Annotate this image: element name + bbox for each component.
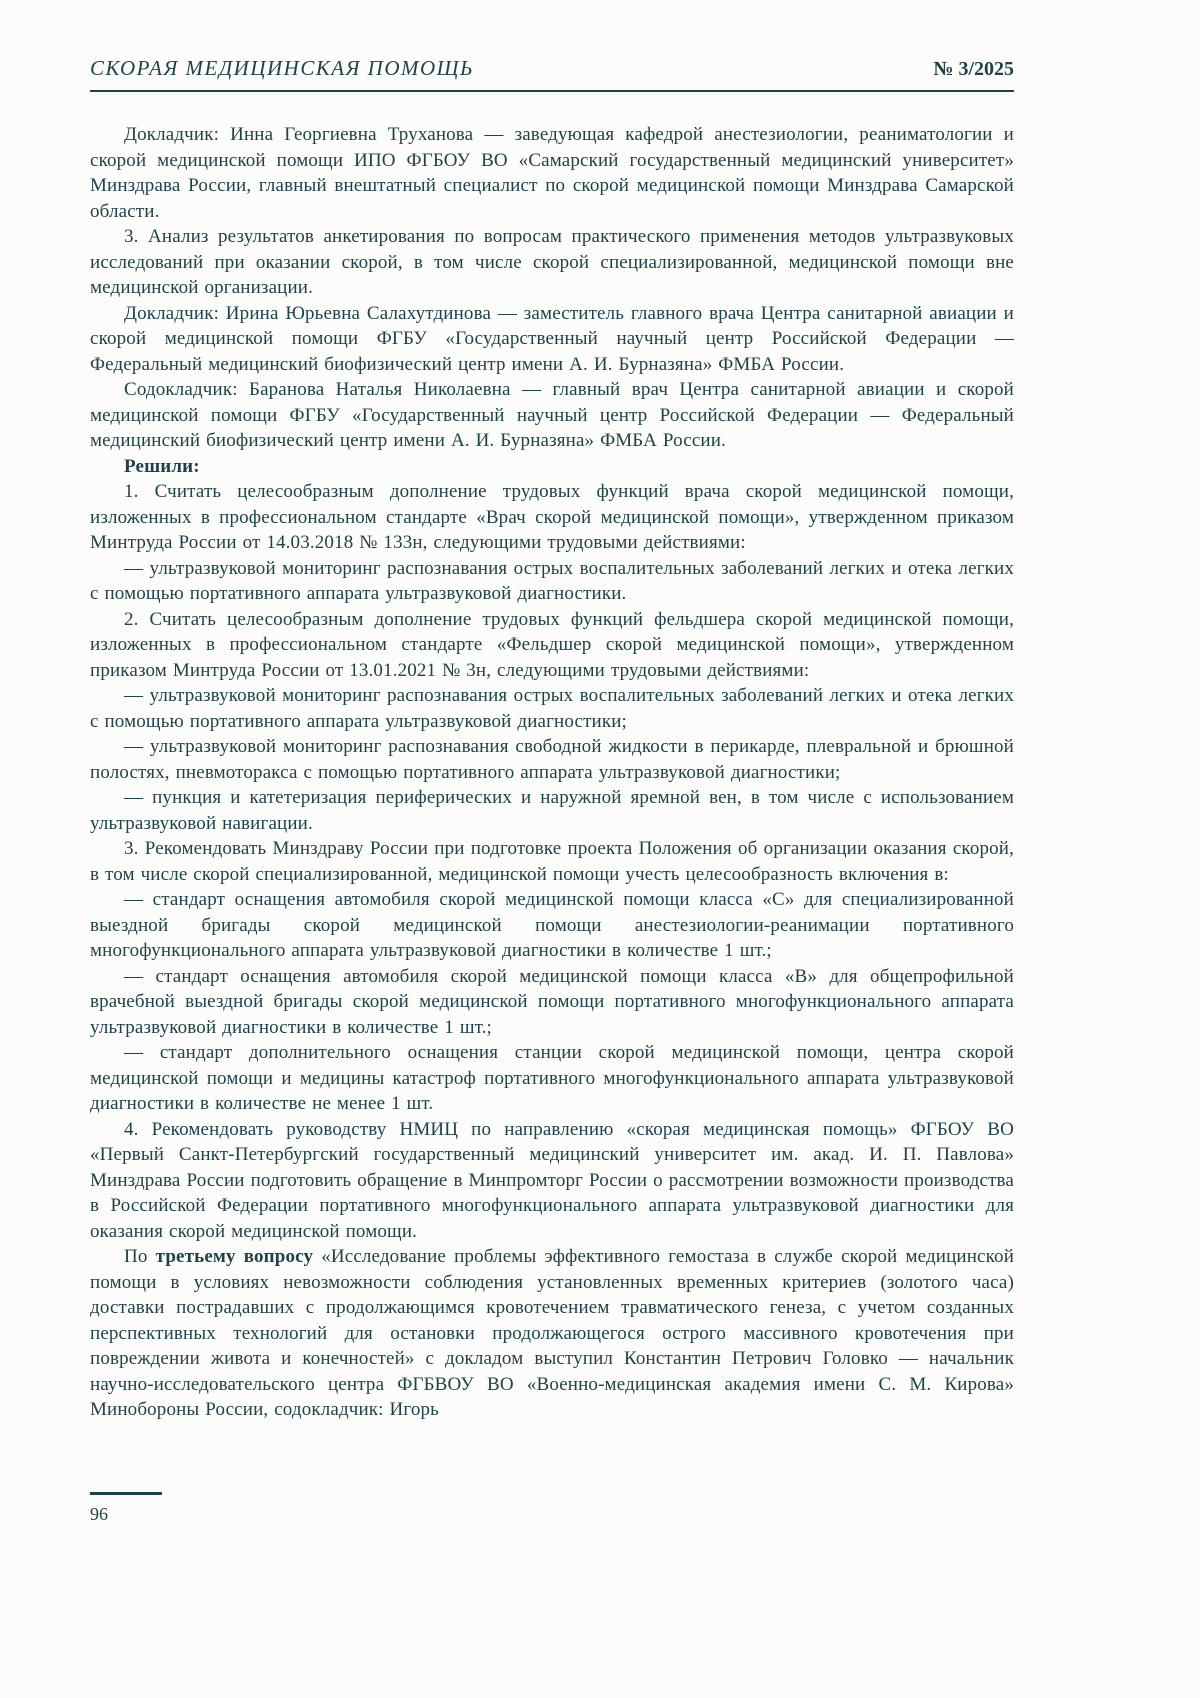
paragraph	[90, 556, 1014, 607]
text-run: — пункция и катетеризация периферических и наружной яремной вен, в том числе с использованием ультразвуковой навигации.	[90, 787, 1014, 834]
text-run: 4. Рекомендовать руководству НМИЦ по направлению «скорая медицинская помощь» ФГБОУ ВО «Первый Санкт-Петербургский государственный медицинский университет им. акад. И. П. Павлова» Минздрава России подготовить обращение в Минпромторг России о рассмотрении возможности производства в Российской Федерации портативного многофункционального аппарата ультразвуковой диагностики для оказания скорой медицинской помощи.	[90, 1118, 1014, 1242]
text-run: Содокладчик: Баранова Наталья Николаевна — главный врач Центра санитарной авиации и скорой медицинской помощи ФГБУ «Государственный научный центр Российской Федерации — Федеральный медицинский биофизический центр имени А. И. Бурназяна» ФМБА России.	[90, 379, 1014, 451]
text-run: — стандарт дополнительного оснащения станции скорой медицинской помощи, центра скорой медицинской помощи и медицины катастроф портативного многофункционального аппарата ультразвуковой диагностики в количестве не менее 1 шт.	[90, 1042, 1014, 1114]
paragraph	[90, 301, 1014, 378]
text-run: — ультразвуковой мониторинг распознавания острых воспалительных заболеваний легких и отека легких с помощью портативного аппарата ультразвуковой диагностики;	[90, 685, 1014, 732]
paragraph	[90, 887, 1014, 964]
footer-rule	[90, 1492, 162, 1495]
issue-number: № 3/2025	[933, 58, 1014, 80]
page-footer	[90, 1492, 162, 1525]
page-header	[90, 56, 1014, 81]
paragraph	[90, 122, 1014, 224]
paragraph	[90, 1117, 1014, 1245]
text-run: Докладчик: Инна Георгиевна Труханова — заведующая кафедрой анестезиологии, реаниматологии и скорой медицинской помощи ИПО ФГБОУ ВО «Самарский государственный медицинский университет» Минздрава России, главный внештатный специалист по скорой медицинской помощи Минздрава Самарской области.	[90, 124, 1014, 222]
text-run: 3. Рекомендовать Минздраву России при подготовке проекта Положения об организации оказания скорой, в том числе скорой специализированной, медицинской помощи учесть целесообразность включения в:	[90, 838, 1014, 885]
paragraph	[90, 836, 1014, 887]
text-run: Докладчик: Ирина Юрьевна Салахутдинова — заместитель главного врача Центра санитарной авиации и скорой медицинской помощи ФГБУ «Государственный научный центр Российской Федерации — Федеральный медицинский биофизический центр имени А. И. Бурназяна» ФМБА России.	[90, 302, 1014, 375]
paragraph	[90, 479, 1014, 556]
text-run: По	[124, 1246, 156, 1267]
text-run: 1. Считать целесообразным дополнение трудовых функций врача скорой медицинской помощи, изложенных в профессиональном стандарте «Врач скорой медицинской помощи», утвержденном приказом Минтруда России от 14.03.2018 № 133н, следующими трудовыми действиями:	[90, 481, 1014, 553]
text-run: третьему вопросу	[155, 1246, 314, 1267]
text-run: 3. Анализ результатов анкетирования по вопросам практического применения методов ультразвуковых исследований при оказании скорой, в том числе скорой специализированной, медицинской помощи вне медицинской организации.	[90, 226, 1014, 298]
paragraph	[90, 454, 1014, 480]
text-run: — стандарт оснащения автомобиля скорой медицинской помощи класса «В» для общепрофильной врачебной выездной бригады скорой медицинской помощи портативного многофункционального аппарата ультразвуковой диагностики в количестве 1 шт.;	[90, 965, 1014, 1038]
text-run: «Исследование проблемы эффективного гемостаза в службе скорой медицинской помощи в условиях невозможности соблюдения установленных временных критериев (золотого часа) доставки пострадавших с продолжающимся кровотечением травматического генеза, с учетом созданных перспективных технологий для остановки продолжающегося острого массивного кровотечения при повреждении живота и конечностей» с докладом выступил Константин Петрович Головко — начальник научно-исследовательского центра ФГБВОУ ВО «Военно-медицинская академия имени С. М. Кирова» Минобороны России, содокладчик: Игорь	[90, 1246, 1015, 1420]
paragraph	[90, 964, 1014, 1041]
header-rule	[90, 90, 1014, 92]
text-run: — ультразвуковой мониторинг распознавания острых воспалительных заболеваний легких и отека легких с помощью портативного аппарата ультразвуковой диагностики.	[90, 557, 1014, 604]
paragraph	[90, 224, 1014, 301]
text-run: 2. Считать целесообразным дополнение трудовых функций фельдшера скорой медицинской помощи, изложенных в профессиональном стандарте «Фельдшер скорой медицинской помощи», утвержденном приказом Минтруда России от 13.01.2021 № 3н, следующими трудовыми действиями:	[90, 608, 1014, 681]
text-run: Решили:	[124, 455, 200, 477]
paragraph	[90, 377, 1014, 454]
article-body	[90, 122, 1014, 1423]
paragraph	[90, 683, 1014, 734]
paragraph	[90, 734, 1014, 785]
paragraph	[90, 607, 1014, 684]
paragraph	[90, 1040, 1014, 1117]
text-run: — стандарт оснащения автомобиля скорой медицинской помощи класса «С» для специализированной выездной бригады скорой медицинской помощи анестезиологии-реанимации портативного многофункционального аппарата ультразвуковой диагностики в количестве 1 шт.;	[90, 889, 1014, 961]
page-number: 96	[90, 1504, 108, 1524]
journal-title: СКОРАЯ МЕДИЦИНСКАЯ ПОМОЩЬ	[90, 56, 474, 80]
text-run: — ультразвуковой мониторинг распознавания свободной жидкости в перикарде, плевральной и брюшной полостях, пневмоторакса с помощью портативного аппарата ультразвуковой диагностики;	[90, 736, 1014, 783]
paragraph	[90, 785, 1014, 836]
paragraph	[90, 1244, 1014, 1423]
